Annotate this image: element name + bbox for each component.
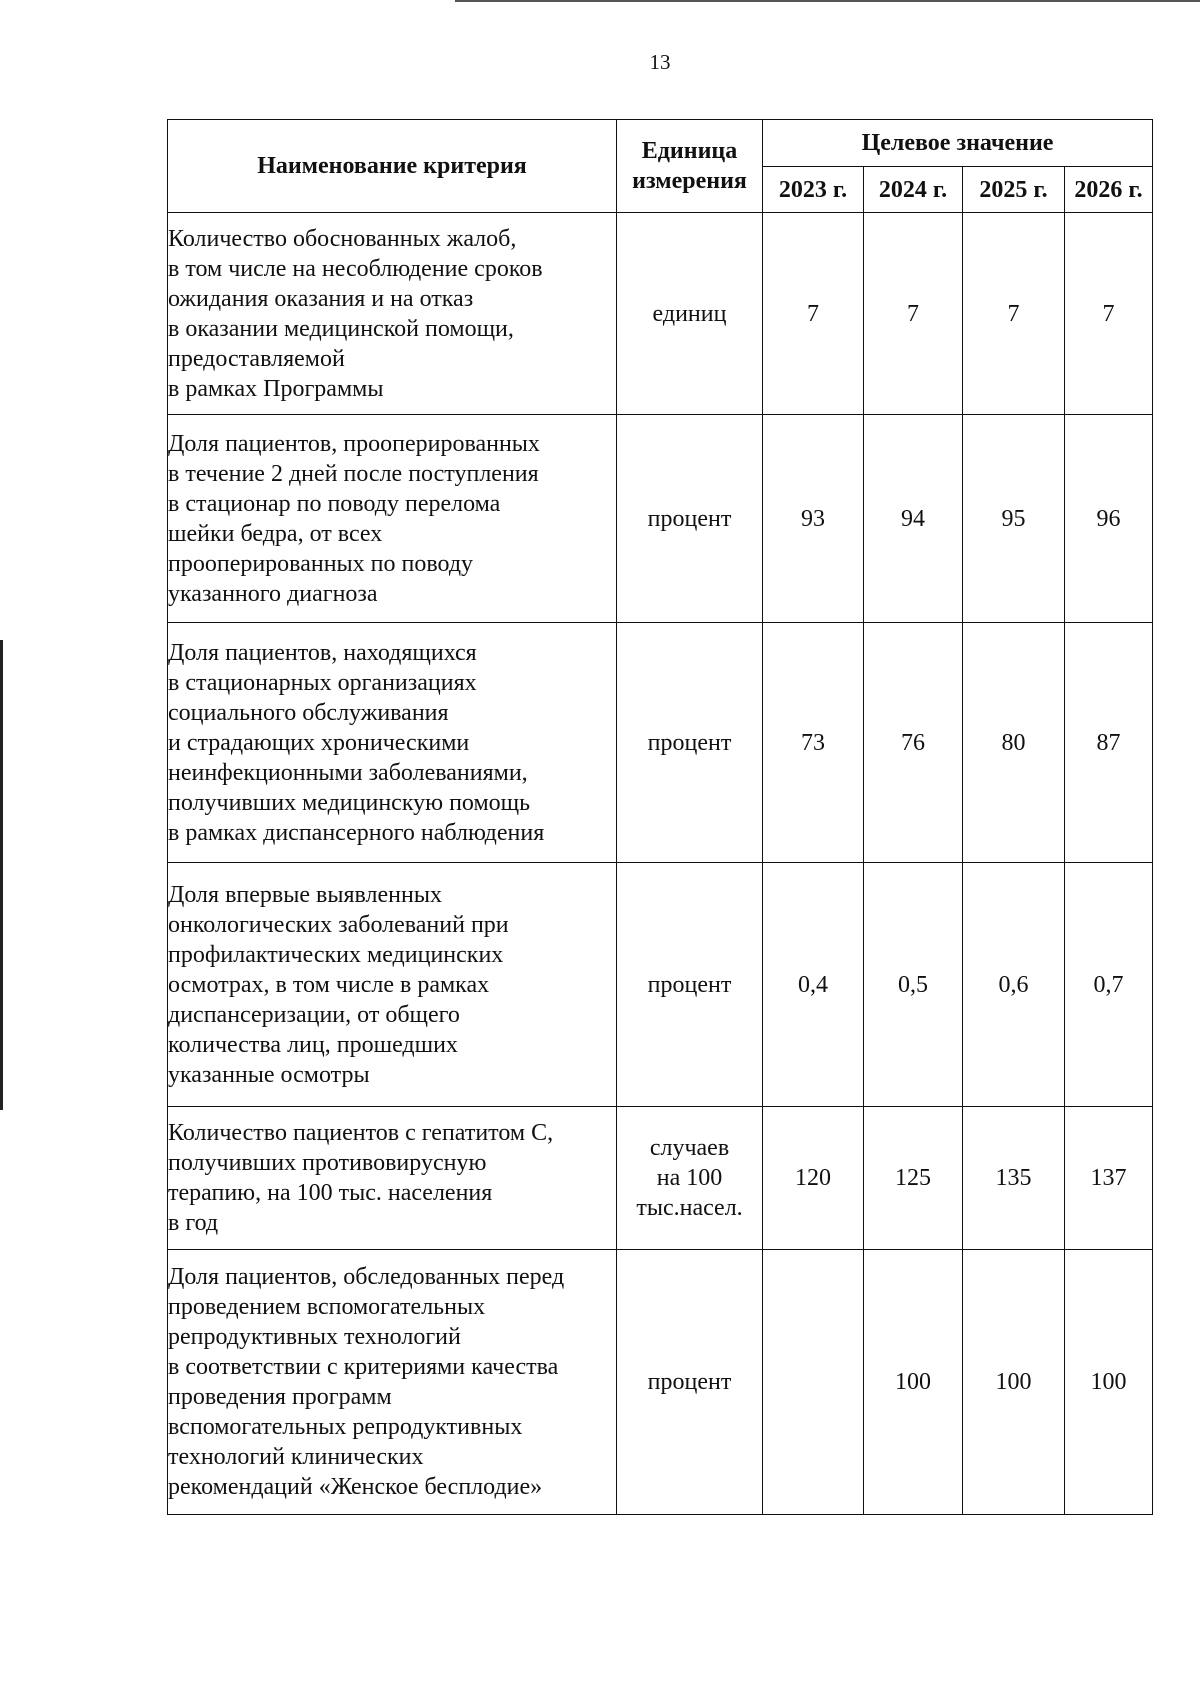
unit-line: процент [647, 1369, 732, 1395]
criterion-name-line: ожидания оказания и на отказ [168, 285, 474, 312]
criterion-name-line: диспансеризации, от общего [168, 1001, 460, 1028]
value-2024-cell: 100 [864, 1250, 963, 1515]
criterion-name-line: указанные осмотры [168, 1061, 370, 1088]
criterion-name-line: Доля пациентов, прооперированных [168, 430, 540, 457]
criterion-name-line: получивших медицинскую помощь [168, 789, 531, 816]
criterion-name-line: проведением вспомогательных [168, 1294, 486, 1320]
value-2026-cell: 87 [1065, 623, 1153, 863]
header-unit-line2: измерения [632, 168, 747, 194]
criterion-name-line: неинфекционными заболеваниями, [168, 759, 528, 786]
criterion-name-line: предоставляемой [168, 345, 345, 372]
unit-line: случаев [649, 1135, 730, 1161]
table-row [168, 623, 1153, 863]
criterion-name-line: Доля впервые выявленных [168, 881, 442, 908]
criterion-name-line: количества лиц, прошедших [168, 1031, 458, 1058]
unit-line: тыс.насел. [636, 1195, 743, 1221]
value-2026-cell: 100 [1065, 1250, 1153, 1515]
value-2026-cell: 137 [1065, 1107, 1153, 1250]
value-2023-cell [763, 1250, 864, 1515]
value-2025-cell: 95 [963, 415, 1065, 623]
unit-cell [617, 863, 763, 1107]
unit-cell [617, 213, 763, 415]
criterion-name-line: Количество обоснованных жалоб, [168, 225, 517, 252]
criterion-name-line: шейки бедра, от всех [168, 520, 383, 547]
criterion-name-line: терапию, на 100 тыс. населения [168, 1180, 493, 1206]
criterion-name-line: в соответствии с критериями качества [168, 1354, 559, 1380]
value-2023-cell: 7 [763, 213, 864, 415]
header-year-2025: 2025 г. [963, 167, 1065, 213]
unit-line: на 100 [656, 1165, 723, 1191]
criterion-name-line: осмотрах, в том числе в рамках [168, 971, 490, 998]
unit-line: процент [647, 971, 732, 998]
value-2024-cell: 125 [864, 1107, 963, 1250]
criterion-name-line: в стационарных организациях [168, 669, 477, 696]
criterion-name-line: в рамках Программы [168, 375, 384, 402]
criterion-name-line: получивших противовирусную [168, 1150, 487, 1176]
value-2026-cell: 96 [1065, 415, 1153, 623]
header-criterion-name: Наименование критерия [168, 120, 617, 213]
scan-artifact-top-line [455, 0, 1200, 2]
unit-cell [617, 623, 763, 863]
criterion-name-cell [168, 1107, 617, 1250]
criterion-name-line: в стационар по поводу перелома [168, 490, 501, 517]
table-header [168, 120, 1153, 213]
criterion-name-line: Доля пациентов, находящихся [168, 639, 477, 666]
value-2023-cell: 73 [763, 623, 864, 863]
criterion-name-line: прооперированных по поводу [168, 550, 474, 577]
criterion-name-line: репродуктивных технологий [168, 1324, 461, 1350]
criterion-name-line: в год [168, 1210, 219, 1236]
criterion-name-line: вспомогательных репродуктивных [168, 1414, 523, 1440]
header-year-2024: 2024 г. [864, 167, 963, 213]
unit-line: процент [647, 505, 732, 532]
value-2023-cell: 120 [763, 1107, 864, 1250]
header-unit [617, 120, 763, 213]
criterion-name-line: в оказании медицинской помощи, [168, 315, 514, 342]
criterion-name-cell [168, 623, 617, 863]
criterion-name-line: указанного диагноза [168, 580, 378, 607]
value-2024-cell: 7 [864, 213, 963, 415]
header-target-value: Целевое значение [763, 120, 1153, 167]
value-2025-cell: 7 [963, 213, 1065, 415]
value-2025-cell: 100 [963, 1250, 1065, 1515]
header-unit-line1: Единица [641, 138, 738, 164]
criterion-name-line: в том числе на несоблюдение сроков [168, 255, 543, 282]
criterion-name-line: в течение 2 дней после поступления [168, 460, 539, 487]
value-2024-cell: 0,5 [864, 863, 963, 1107]
criteria-table [167, 119, 1153, 1515]
criterion-name-line: социального обслуживания [168, 699, 449, 726]
table-body [168, 213, 1153, 1515]
value-2024-cell: 76 [864, 623, 963, 863]
value-2025-cell: 135 [963, 1107, 1065, 1250]
criterion-name-line: профилактических медицинских [168, 941, 504, 968]
table-row [168, 1107, 1153, 1250]
table-row [168, 415, 1153, 623]
value-2023-cell: 0,4 [763, 863, 864, 1107]
criterion-name-line: онкологических заболеваний при [168, 911, 509, 938]
table-row [168, 863, 1153, 1107]
criterion-name-cell [168, 863, 617, 1107]
unit-line: процент [647, 729, 732, 756]
table-row [168, 213, 1153, 415]
criterion-name-line: рекомендаций «Женское бесплодие» [168, 1474, 543, 1500]
unit-cell [617, 415, 763, 623]
criterion-name-line: и страдающих хроническими [168, 729, 470, 756]
criterion-name-cell [168, 1250, 617, 1515]
unit-cell [617, 1250, 763, 1515]
header-year-2026: 2026 г. [1065, 167, 1153, 213]
value-2023-cell: 93 [763, 415, 864, 623]
criterion-name-line: в рамках диспансерного наблюдения [168, 819, 545, 846]
scan-artifact-left-edge [0, 640, 3, 1110]
criterion-name-line: проведения программ [168, 1384, 392, 1410]
value-2025-cell: 0,6 [963, 863, 1065, 1107]
page-number: 13 [649, 50, 671, 74]
unit-cell [617, 1107, 763, 1250]
header-year-2023: 2023 г. [763, 167, 864, 213]
table-row [168, 1250, 1153, 1515]
value-2025-cell: 80 [963, 623, 1065, 863]
criterion-name-line: Количество пациентов с гепатитом С, [168, 1120, 554, 1146]
value-2026-cell: 7 [1065, 213, 1153, 415]
criterion-name-line: технологий клинических [168, 1444, 424, 1470]
unit-line: единиц [652, 300, 727, 327]
criterion-name-line: Доля пациентов, обследованных перед [168, 1264, 565, 1290]
criterion-name-cell [168, 213, 617, 415]
criterion-name-cell [168, 415, 617, 623]
value-2026-cell: 0,7 [1065, 863, 1153, 1107]
value-2024-cell: 94 [864, 415, 963, 623]
